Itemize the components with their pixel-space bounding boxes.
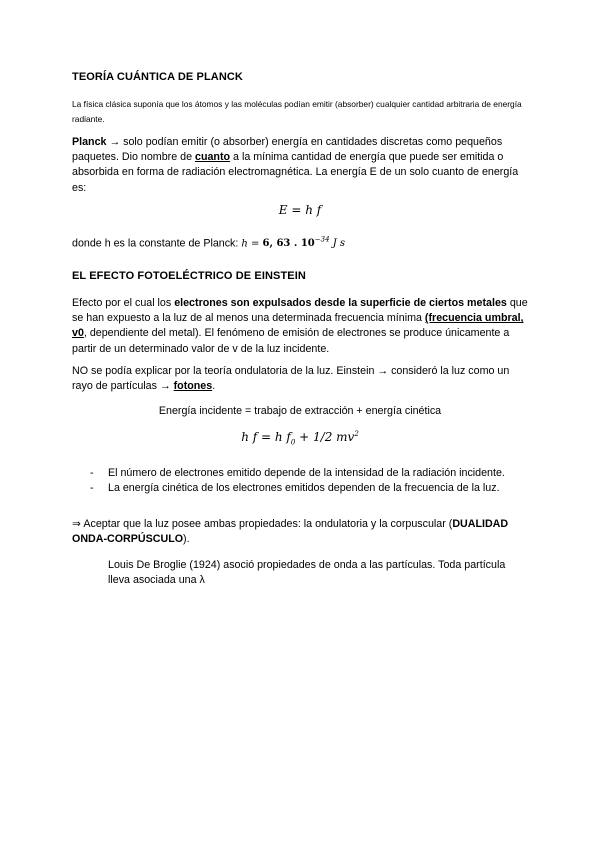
constant-unit: J s (332, 238, 346, 250)
p1-text-c: , dependiente del metal). El fenómeno de emisión de electrones se produce únicamente a partir de un determinado valor de v de la luz incidente. (72, 327, 510, 355)
planck-formula: E = h f (278, 203, 322, 217)
section-title-planck: TEORÍA CUÁNTICA DE PLANCK (72, 71, 243, 83)
constant-lhs: h = (241, 238, 263, 250)
conclusion-end: ). (183, 533, 190, 546)
formula2-part-b: + 1/2 mv (295, 430, 355, 444)
arrow-icon: → (377, 365, 389, 377)
frecuencia-umbral-term: (frecuencia umbral, v0 (72, 312, 524, 340)
cuanto-term: cuanto (195, 151, 231, 164)
formula2-subscript: 0 (290, 438, 296, 447)
p2-text-b: consideró la luz como un rayo de partículas (72, 365, 510, 393)
planck-label: Planck (72, 136, 107, 148)
observations-list (90, 466, 540, 496)
implies-arrow-icon: ⇒ (72, 518, 81, 530)
formula2-part-a: h f = h f (241, 430, 291, 444)
dash-bullet: - (90, 482, 94, 495)
conclusion-paragraph (72, 517, 532, 547)
list-item-text: El número de electrones emitido depende de la intensidad de la radiación incidente. (108, 467, 505, 479)
einstein-paragraph (72, 364, 532, 394)
constant-exponent: −34 (314, 236, 330, 244)
intro-paragraph: La física clásica suponía que los átomos y las moléculas podían emitir (absorber) cualquier cantidad arbitraria de energía radiante. (72, 99, 522, 124)
dualidad-term: DUALIDAD ONDA-CORPÚSCULO (72, 518, 509, 546)
arrow-icon: → (109, 136, 121, 148)
planck-constant-line (72, 233, 532, 252)
list-item-text: La energía cinética de los electrones emitidos dependen de la frecuencia de la luz. (108, 482, 500, 495)
list-item (90, 466, 540, 481)
p2-end: . (212, 380, 216, 393)
list-item (90, 481, 540, 496)
energy-equation-text: Energía incidente = trabajo de extracción + energía cinética (158, 405, 442, 417)
photoelectric-formula (0, 430, 600, 446)
p1-text-a: Efecto por el cual los (72, 297, 172, 309)
section-title-einstein: EL EFECTO FOTOELÉCTRICO DE EINSTEIN (72, 270, 306, 282)
planck-text-1: solo podían emitir (o absorber) energía en cantidades discretas como pequeños paquetes. Dio nombre de (72, 136, 503, 164)
photoelectric-paragraph (72, 296, 532, 357)
p2-text-a: NO se podía explicar por la teoría ondulatoria de la luz. Einstein (72, 365, 375, 377)
formula2-superscript: 2 (354, 430, 359, 438)
planck-text-2: a la mínima cantidad de energía que puede ser emitida o absorbida en forma de radiación electromagnética. La energía E de un solo cuanto de energía es: (72, 151, 519, 194)
constant-value: 6, 63 . 10 (262, 238, 315, 250)
p1-text-b: que se han expuesto a la luz de al menos una determinada frecuencia mínima (72, 297, 528, 325)
planck-paragraph (72, 135, 532, 196)
de-broglie-paragraph: Louis De Broglie (1924) asoció propiedades de onda a las partículas. Toda partícula lleva asociada una λ (108, 559, 506, 587)
dash-bullet: - (90, 467, 94, 479)
arrow-icon: → (159, 380, 171, 393)
p1-bold: electrones son expulsados desde la superficie de ciertos metales (174, 297, 507, 309)
constant-text: donde h es la constante de Planck: (72, 237, 239, 250)
fotones-term: fotones (173, 380, 213, 393)
conclusion-text: Aceptar que la luz posee ambas propiedades: la ondulatoria y la corpuscular ( (83, 518, 453, 530)
